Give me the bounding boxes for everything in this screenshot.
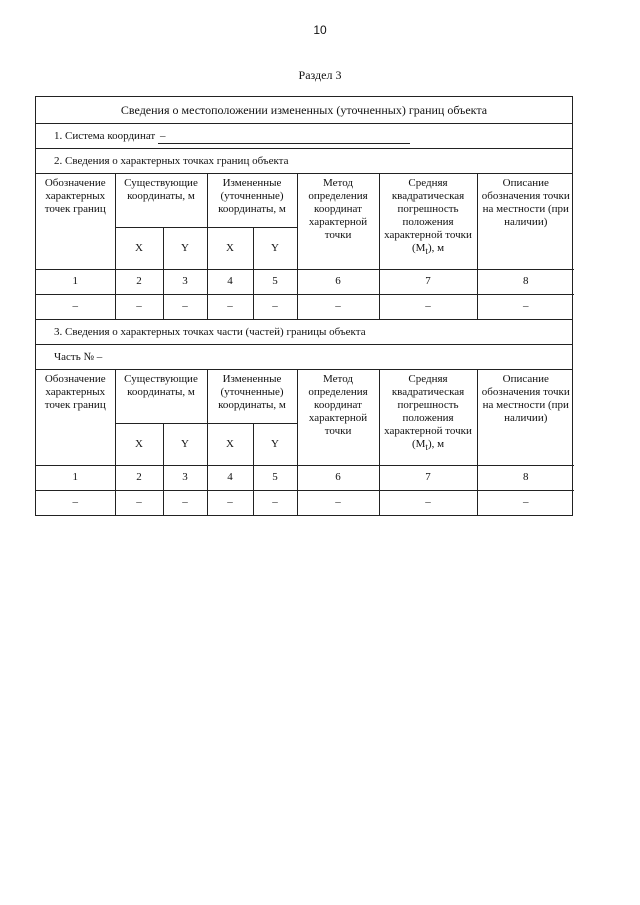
column-numbers-row bbox=[36, 269, 574, 294]
error-header-sub: t bbox=[425, 246, 428, 257]
col-error-header bbox=[379, 370, 477, 465]
table-cell: – bbox=[253, 490, 297, 515]
sub-y-changed: Y bbox=[253, 423, 297, 465]
table-cell: – bbox=[207, 490, 253, 515]
column-number: 7 bbox=[379, 269, 477, 294]
table-cell: – bbox=[36, 490, 115, 515]
part-label: Часть № – bbox=[36, 345, 572, 370]
section-title: Раздел 3 bbox=[298, 68, 342, 82]
col-existing-header: Существующие координаты, м bbox=[115, 174, 207, 227]
table-row bbox=[36, 294, 574, 319]
page-number: 10 bbox=[313, 23, 327, 37]
error-header-text: Средняя квадратическая погрешность положения характерной точки (M bbox=[384, 177, 472, 254]
sub-x-changed: X bbox=[207, 227, 253, 269]
coordinate-system-value: – bbox=[158, 130, 410, 144]
col-changed-header: Измененные (уточненные) координаты, м bbox=[207, 370, 297, 423]
column-number: 5 bbox=[253, 269, 297, 294]
sub-x-existing: X bbox=[115, 227, 163, 269]
table-cell: – bbox=[115, 294, 163, 319]
table-cell: – bbox=[477, 490, 574, 515]
column-number: 1 bbox=[36, 465, 115, 490]
table-cell: – bbox=[477, 294, 574, 319]
main-header: Сведения о местоположении измененных (уточненных) границ объекта bbox=[36, 97, 572, 124]
coordinate-system-row bbox=[36, 124, 572, 149]
boundary-points-table bbox=[36, 174, 574, 319]
col-changed-header: Измененные (уточненные) координаты, м bbox=[207, 174, 297, 227]
column-number: 8 bbox=[477, 269, 574, 294]
column-number: 5 bbox=[253, 465, 297, 490]
column-number: 3 bbox=[163, 269, 207, 294]
table-cell: – bbox=[163, 490, 207, 515]
table-cell: – bbox=[253, 294, 297, 319]
sub-x-existing: X bbox=[115, 423, 163, 465]
table-header-row bbox=[36, 370, 574, 423]
table-cell: – bbox=[207, 294, 253, 319]
table-cell: – bbox=[36, 294, 115, 319]
part-points-table-wrap bbox=[36, 370, 572, 515]
error-header-unit: ), м bbox=[427, 438, 445, 450]
boundary-form bbox=[35, 96, 573, 516]
table-cell: – bbox=[163, 294, 207, 319]
column-number: 6 bbox=[297, 269, 379, 294]
table-cell: – bbox=[379, 294, 477, 319]
col-method-header: Метод определения координат характерной точки bbox=[297, 174, 379, 269]
block3-title: 3. Сведения о характерных точках части (частей) границы объекта bbox=[36, 320, 572, 345]
column-number: 2 bbox=[115, 465, 163, 490]
error-header-text: Средняя квадратическая погрешность положения характерной точки (M bbox=[384, 373, 472, 450]
column-number: 7 bbox=[379, 465, 477, 490]
boundary-points-table-wrap bbox=[36, 174, 572, 320]
table-row bbox=[36, 490, 574, 515]
error-header-unit: ), м bbox=[427, 242, 445, 254]
column-number: 8 bbox=[477, 465, 574, 490]
coordinate-system-label: 1. Система координат bbox=[54, 130, 156, 142]
col-error-header bbox=[379, 174, 477, 269]
table-cell: – bbox=[297, 490, 379, 515]
sub-y-existing: Y bbox=[163, 227, 207, 269]
column-number: 6 bbox=[297, 465, 379, 490]
col-designation-header: Обозначение характерных точек границ bbox=[36, 174, 115, 269]
col-designation-header: Обозначение характерных точек границ bbox=[36, 370, 115, 465]
table-cell: – bbox=[297, 294, 379, 319]
sub-x-changed: X bbox=[207, 423, 253, 465]
col-method-header: Метод определения координат характерной точки bbox=[297, 370, 379, 465]
column-numbers-row bbox=[36, 465, 574, 490]
table-cell: – bbox=[115, 490, 163, 515]
part-points-table bbox=[36, 370, 574, 515]
column-number: 1 bbox=[36, 269, 115, 294]
column-number: 4 bbox=[207, 269, 253, 294]
col-description-header: Описание обозначения точки на местности (при наличии) bbox=[477, 174, 574, 269]
error-header-sub: t bbox=[425, 442, 428, 453]
column-number: 3 bbox=[163, 465, 207, 490]
block2-title: 2. Сведения о характерных точках границ объекта bbox=[36, 149, 572, 174]
column-number: 4 bbox=[207, 465, 253, 490]
column-number: 2 bbox=[115, 269, 163, 294]
col-existing-header: Существующие координаты, м bbox=[115, 370, 207, 423]
sub-y-existing: Y bbox=[163, 423, 207, 465]
col-description-header: Описание обозначения точки на местности (при наличии) bbox=[477, 370, 574, 465]
table-cell: – bbox=[379, 490, 477, 515]
sub-y-changed: Y bbox=[253, 227, 297, 269]
table-header-row bbox=[36, 174, 574, 227]
